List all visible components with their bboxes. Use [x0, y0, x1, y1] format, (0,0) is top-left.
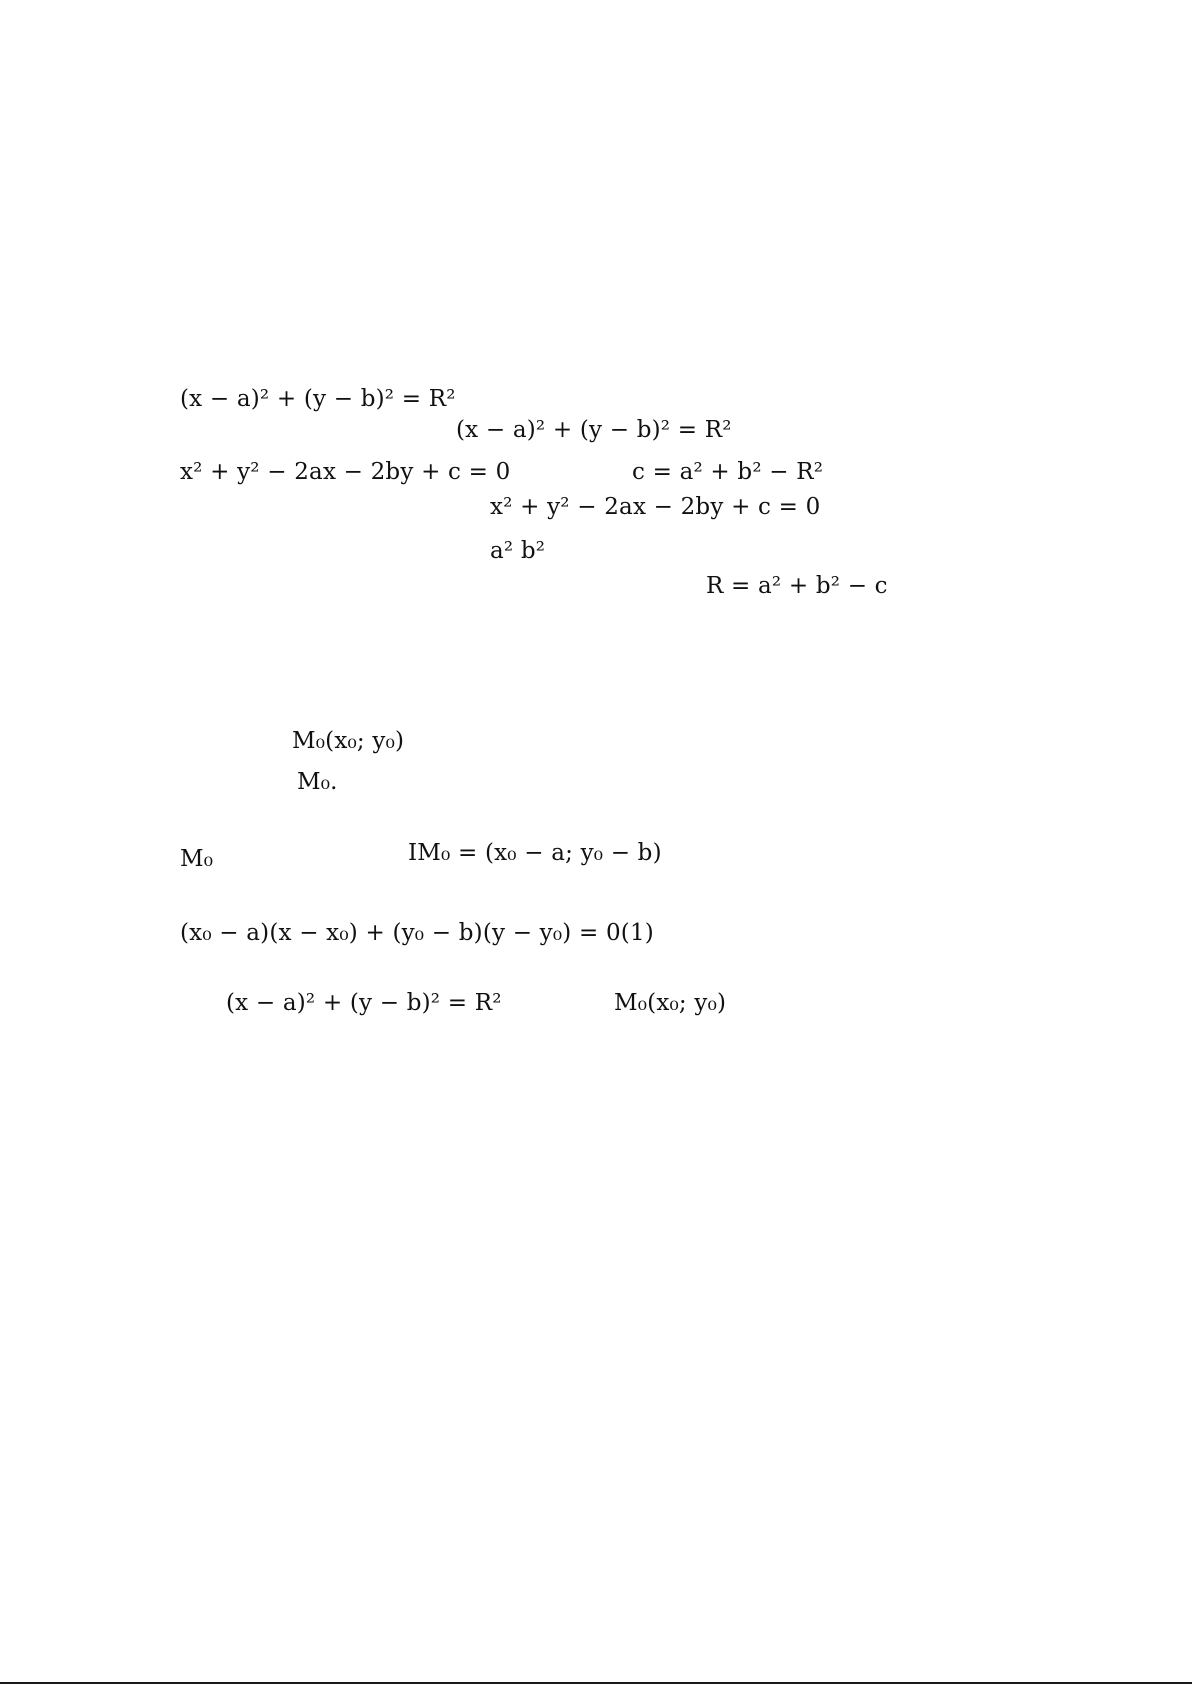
general-equation-inline: x² + y² − 2ax − 2by + c = 0: [180, 459, 511, 485]
footer-rule: [0, 1682, 1192, 1684]
c-definition-equation: c = a² + b² − R²: [632, 459, 824, 485]
circle-equation-inline: (x − a)² + (y − b)² = R²: [180, 386, 456, 412]
circle-equation-repeat: (x − a)² + (y − b)² = R²: [226, 990, 502, 1016]
vector-im0-equation: IM₀ = (x₀ − a; y₀ − b): [408, 840, 662, 866]
point-m0-coordinates: M₀(x₀; y₀): [292, 728, 405, 754]
circle-equation-centered: (x − a)² + (y − b)² = R²: [456, 417, 732, 443]
radius-equation: R = a² + b² − c: [706, 573, 888, 599]
general-equation-centered: x² + y² − 2ax − 2by + c = 0: [490, 494, 821, 520]
tangent-line-equation: (x₀ − a)(x − x₀) + (y₀ − b)(y − y₀) = 0(1): [180, 920, 654, 946]
point-m0-label: M₀: [180, 846, 214, 872]
point-m0-coordinates-repeat: M₀(x₀; y₀): [614, 990, 727, 1016]
a-squared-b-squared: a² b²: [490, 538, 546, 564]
point-m0-period: M₀.: [297, 769, 338, 795]
